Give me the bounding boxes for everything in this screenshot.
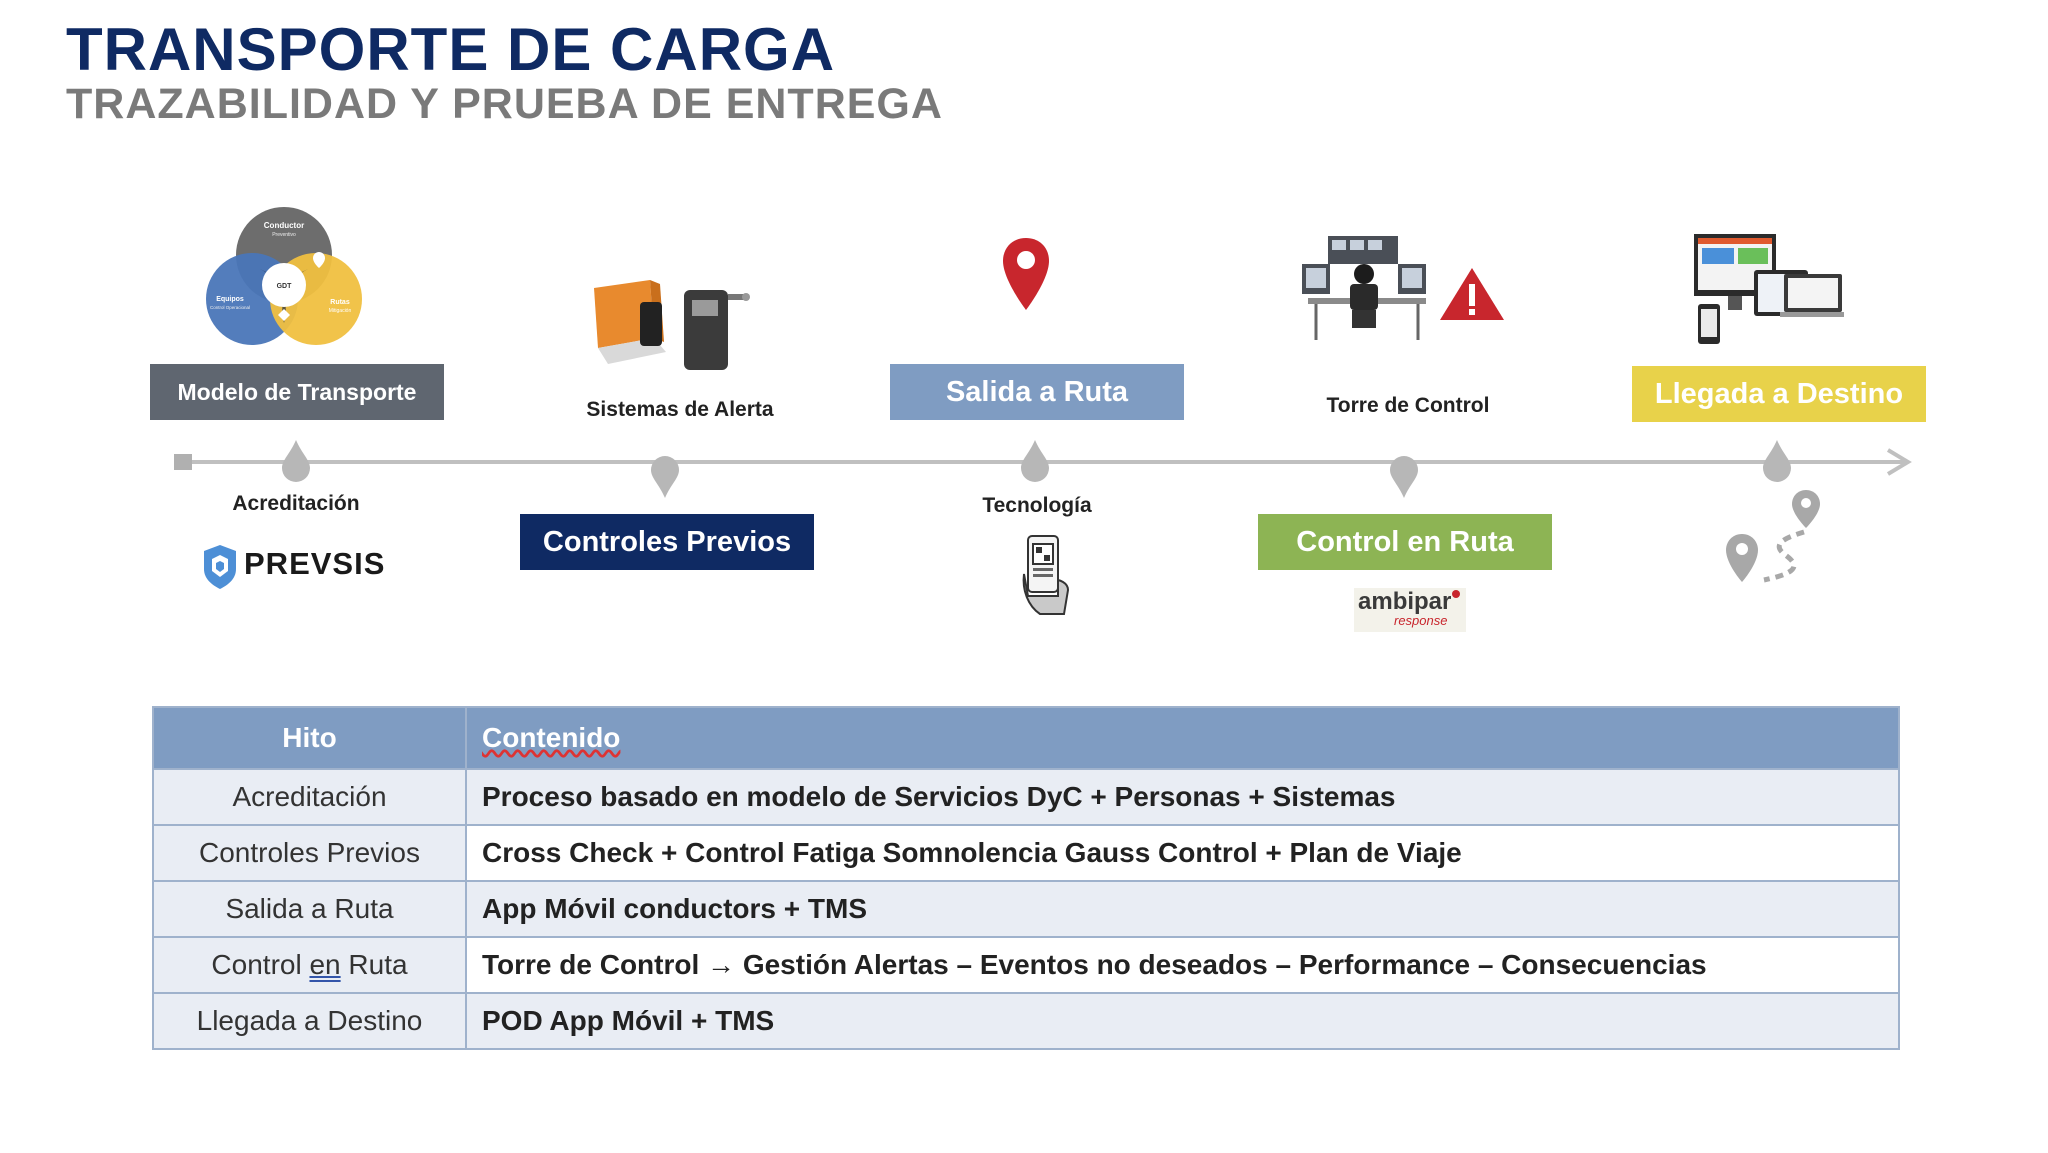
route-icon (1724, 488, 1826, 592)
milestones-table (152, 706, 1900, 1050)
milestone-marker-3 (1021, 440, 1049, 482)
venn-right-label: Rutas (330, 299, 350, 306)
venn-center-label: GDT (276, 283, 292, 290)
phone-qr-icon (1018, 534, 1074, 618)
table-row (153, 881, 1899, 937)
ambipar-dot-icon (1452, 590, 1460, 598)
table-cell-contenido: Cross Check + Control Fatiga Somnolencia Gauss Control + Plan de Viaje (466, 825, 1899, 881)
milestone-marker-5 (1763, 440, 1791, 482)
hito-text-part: Control (211, 949, 310, 980)
ambipar-wordmark: ambipar (1358, 588, 1452, 615)
salida-a-ruta-box: Salida a Ruta (890, 364, 1184, 420)
ambipar-subtext: response (1394, 613, 1448, 628)
table-cell-contenido: Proceso basado en modelo de Servicios DyC + Personas + Sistemas (466, 769, 1899, 825)
control-tower-icon (1302, 236, 1512, 342)
venn-top-sub: Preventivo (272, 232, 296, 238)
llegada-a-destino-box: Llegada a Destino (1632, 366, 1926, 422)
alert-systems-icon (588, 276, 758, 376)
milestone-marker-1 (282, 440, 310, 482)
prevsis-logo: PREVSIS (244, 546, 386, 581)
table-row (153, 993, 1899, 1049)
table-header-hito: Hito (153, 707, 466, 769)
table-cell-contenido: POD App Móvil + TMS (466, 993, 1899, 1049)
devices-icon (1694, 234, 1844, 346)
venn-diagram (206, 203, 362, 353)
milestone-marker-4 (1390, 456, 1418, 498)
venn-left-sub: Control Operacional (209, 305, 251, 310)
timeline-start-marker (174, 454, 192, 470)
venn-top-label: Conductor (263, 221, 305, 230)
table-row (153, 825, 1899, 881)
table-cell-hito: Acreditación (153, 769, 466, 825)
table-cell-contenido: Torre de Control → Gestión Alertas – Eventos no deseados – Performance – Consecuencias (466, 937, 1899, 993)
table-header-contenido (466, 707, 1899, 769)
page-title: TRANSPORTE DE CARGA (66, 16, 836, 83)
acreditacion-label: Acreditación (232, 492, 360, 515)
table-row (153, 937, 1899, 993)
ambipar-logo (1354, 588, 1466, 632)
table-cell-hito: Llegada a Destino (153, 993, 466, 1049)
contenido-header-text: Contenido (482, 722, 621, 753)
table-cell-hito (153, 937, 466, 993)
venn-right-sub: Mitigación (328, 308, 352, 314)
table-cell-hito: Controles Previos (153, 825, 466, 881)
table-cell-contenido: App Móvil conductors + TMS (466, 881, 1899, 937)
page-subtitle: TRAZABILIDAD Y PRUEBA DE ENTREGA (66, 80, 943, 128)
controles-previos-box: Controles Previos (520, 514, 814, 570)
hito-text-underlined: en (309, 949, 341, 980)
prevsis-shield-icon (200, 543, 240, 591)
venn-left-label: Equipos (216, 296, 244, 303)
table-header-row (153, 707, 1899, 769)
hito-text-part: Ruta (340, 949, 408, 980)
table-cell-hito: Salida a Ruta (153, 881, 466, 937)
milestone-marker-2 (651, 456, 679, 498)
torre-de-control-label: Torre de Control (1326, 394, 1490, 417)
timeline-axis (170, 440, 1920, 500)
sistemas-de-alerta-label: Sistemas de Alerta (586, 398, 774, 421)
tecnologia-label: Tecnología (982, 494, 1092, 517)
location-pin-icon (1001, 236, 1051, 312)
control-en-ruta-box: Control en Ruta (1258, 514, 1552, 570)
modelo-de-transporte-box: Modelo de Transporte (150, 364, 444, 420)
table-row (153, 769, 1899, 825)
